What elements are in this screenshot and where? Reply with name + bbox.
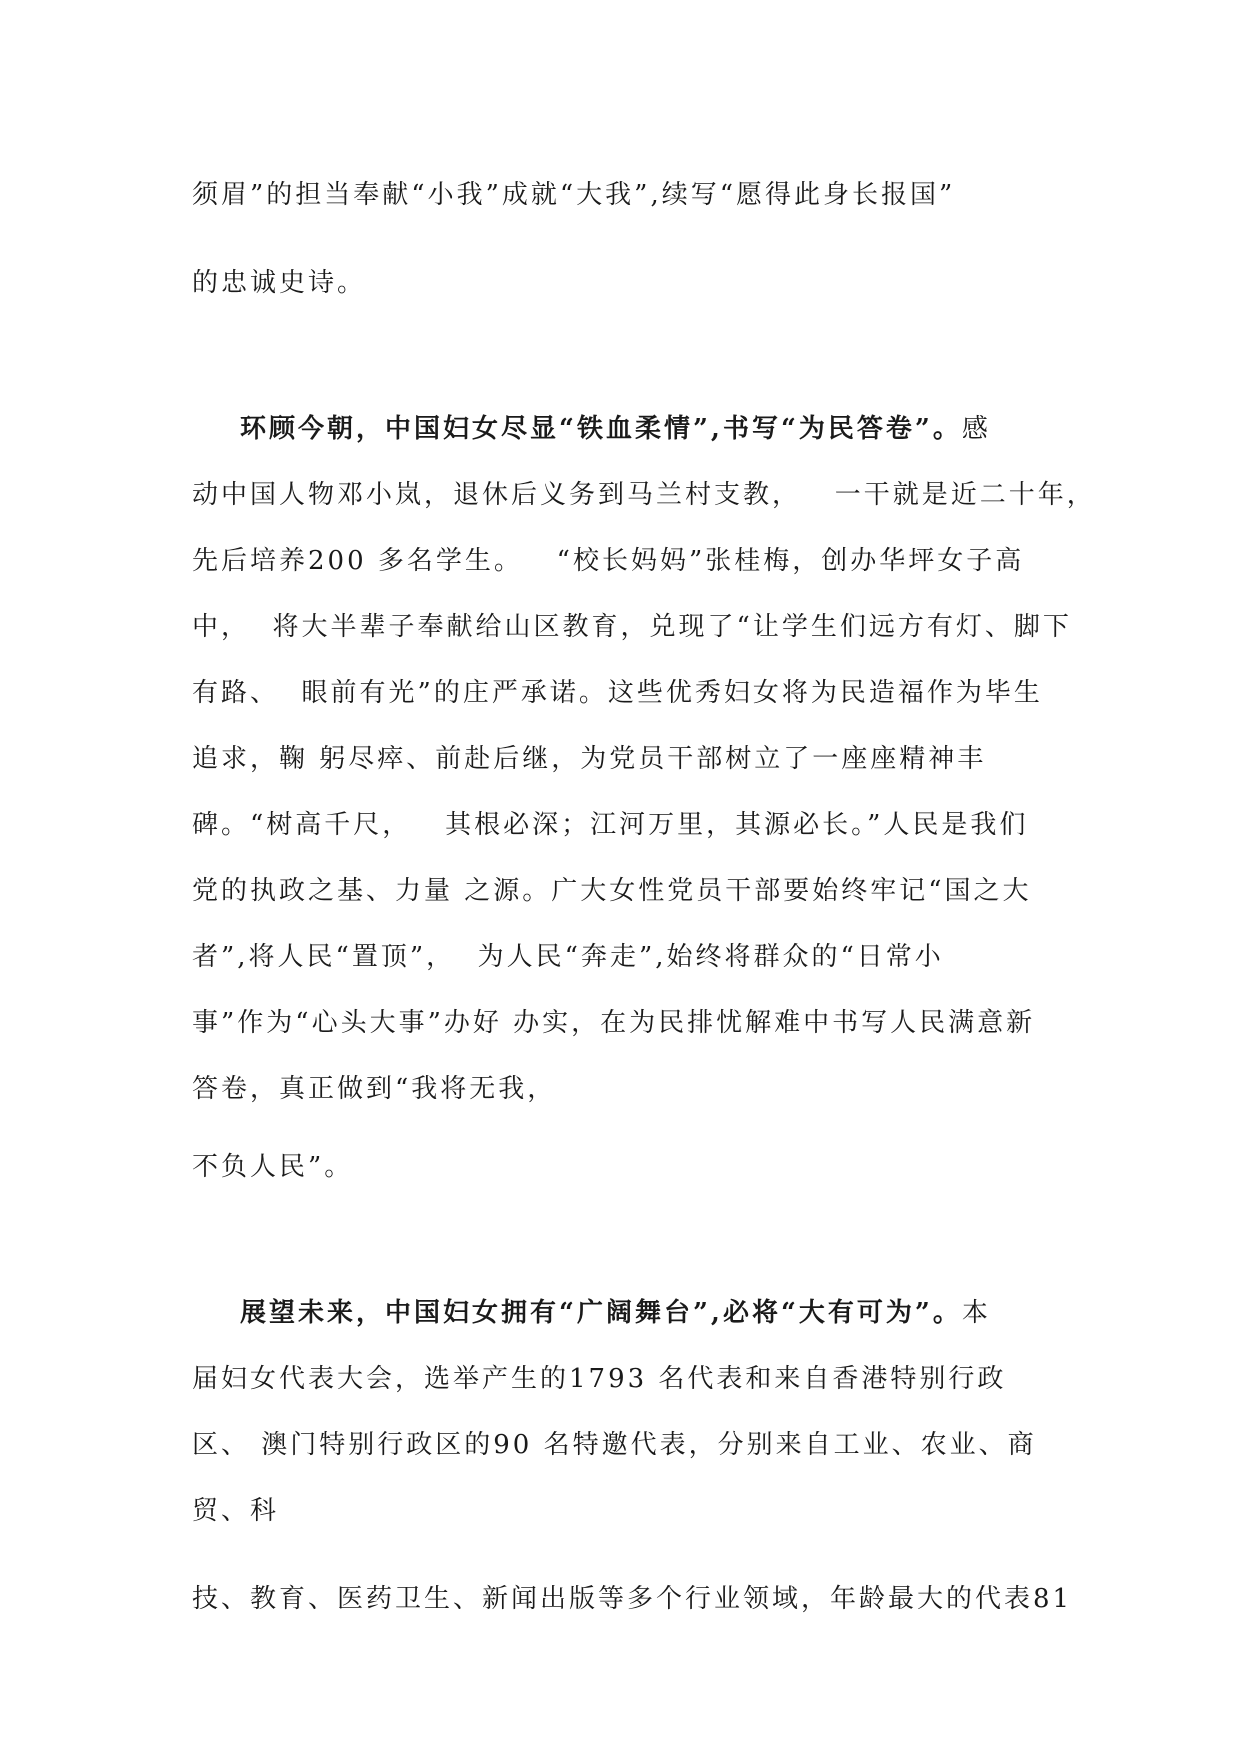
text-line: 答卷，真正做到“我将无我，	[192, 1074, 557, 1104]
text-line: 追求，鞠 躬尽瘁、前赴后继，为党员干部树立了一座座精神丰	[192, 744, 987, 774]
text-line: 党的执政之基、力量 之源。广大女性党员干部要始终牢记“国之大	[192, 876, 1032, 906]
paragraph-lead-line: 展望未来，中国妇女拥有“广阔舞台”,必将“大有可为”。本	[240, 1298, 991, 1328]
text-line: 有路、 眼前有光”的庄严承诺。这些优秀妇女将为民造福作为毕生	[192, 678, 1043, 708]
text-line: 不负人民”。	[192, 1152, 354, 1182]
text-line: 者”,将人民“置顶”， 为人民“奔走”,始终将群众的“日常小	[192, 942, 944, 972]
lead-sentence: 环顾今朝，中国妇女尽显“铁血柔情”,书写“为民答卷”。	[240, 414, 962, 444]
text-line: 动中国人物邓小岚，退休后义务到马兰村支教， 一干就是近二十年，	[192, 480, 1096, 510]
text-line: 技、教育、医药卫生、新闻出版等多个行业领域，年龄最大的代表81	[192, 1584, 1073, 1614]
text-line: 碑。“树高千尺， 其根必深；江河万里，其源必长。”人民是我们	[192, 810, 1029, 840]
text-line: 先后培养200 多名学生。 “校长妈妈”张桂梅，创办华坪女子高	[192, 546, 1025, 576]
text-line: 届妇女代表大会，选举产生的1793 名代表和来自香港特别行政	[192, 1364, 1007, 1394]
text-line: 须眉”的担当奉献“小我”成就“大我”,续写“愿得此身长报国”	[192, 180, 956, 210]
text-line: 贸、科	[192, 1496, 280, 1526]
paragraph-lead-line: 环顾今朝，中国妇女尽显“铁血柔情”,书写“为民答卷”。感	[240, 414, 991, 444]
text-line: 事”作为“心头大事”办好 办实，在为民排忧解难中书写人民满意新	[192, 1008, 1036, 1038]
text-line: 的忠诚史诗。	[192, 268, 367, 298]
text-line: 区、 澳门特别行政区的90 名特邀代表，分别来自工业、农业、商	[192, 1430, 1037, 1460]
lead-sentence: 展望未来，中国妇女拥有“广阔舞台”,必将“大有可为”。	[240, 1298, 962, 1328]
text-line: 中， 将大半辈子奉献给山区教育，兑现了“让学生们远方有灯、脚下	[192, 612, 1072, 642]
